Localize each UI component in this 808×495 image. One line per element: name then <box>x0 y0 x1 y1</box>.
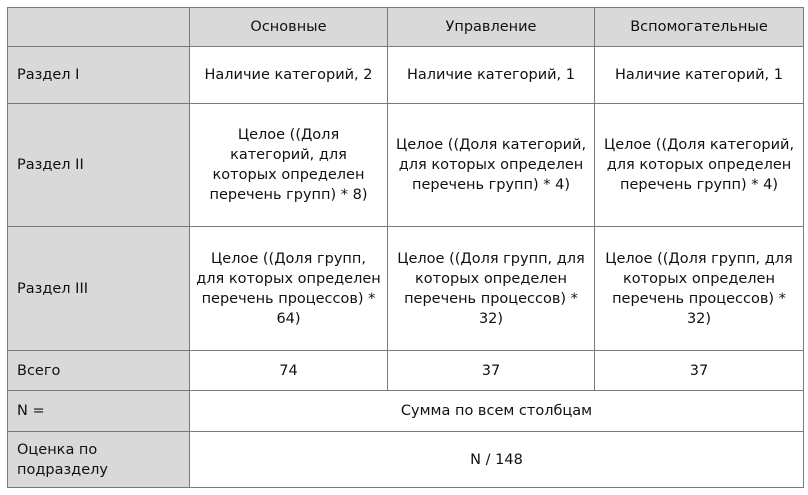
table-cell: Целое ((Доля групп, для которых определен перечень процессов) * 64) <box>190 227 388 351</box>
table-cell: Целое ((Доля групп, для которых определен перечень процессов) * 32) <box>388 227 595 351</box>
row-label: Оценка по подразделу <box>8 432 190 488</box>
column-header-main: Основные <box>190 8 388 47</box>
table-row-total <box>8 351 804 391</box>
table-cell: Наличие категорий, 2 <box>190 47 388 104</box>
row-label: Всего <box>8 351 190 391</box>
table-row-section-2 <box>8 104 804 227</box>
row-label: Раздел I <box>8 47 190 104</box>
row-label: Раздел III <box>8 227 190 351</box>
table-cell: Целое ((Доля категорий, для которых определен перечень групп) * 4) <box>388 104 595 227</box>
table-row-section-1 <box>8 47 804 104</box>
row-label: N = <box>8 391 190 432</box>
table-cell: Целое ((Доля групп, для которых определен перечень процессов) * 32) <box>595 227 804 351</box>
table-row-section-3 <box>8 227 804 351</box>
table-cell-merged: N / 148 <box>190 432 804 488</box>
header-row <box>8 8 804 47</box>
row-label: Раздел II <box>8 104 190 227</box>
column-header-management: Управление <box>388 8 595 47</box>
corner-cell <box>8 8 190 47</box>
table-row-n <box>8 391 804 432</box>
table-cell: Целое ((Доля категорий, для которых определен перечень групп) * 4) <box>595 104 804 227</box>
table-cell: 37 <box>595 351 804 391</box>
table-cell: 74 <box>190 351 388 391</box>
table-cell: Целое ((Доля категорий, для которых определен перечень групп) * 8) <box>190 104 388 227</box>
table-cell: Наличие категорий, 1 <box>388 47 595 104</box>
table-cell: Наличие категорий, 1 <box>595 47 804 104</box>
scoring-table <box>7 7 804 488</box>
column-header-auxiliary: Вспомогательные <box>595 8 804 47</box>
table-row-score <box>8 432 804 488</box>
table-cell: 37 <box>388 351 595 391</box>
table-cell-merged: Сумма по всем столбцам <box>190 391 804 432</box>
